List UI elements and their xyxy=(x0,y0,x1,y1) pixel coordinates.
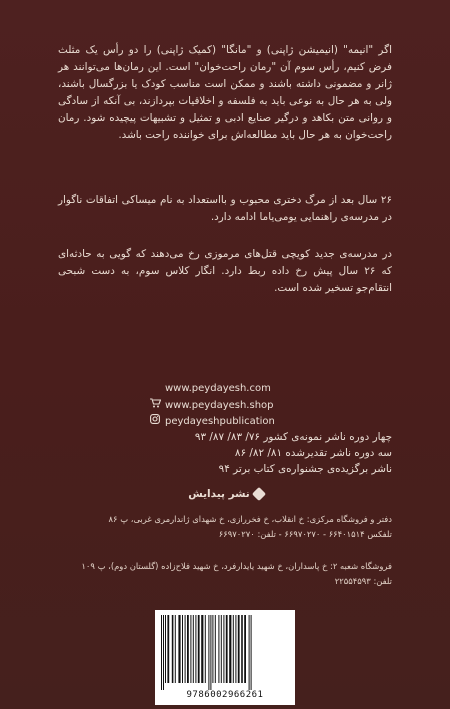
barcode-bar xyxy=(187,615,189,683)
barcode-bar xyxy=(208,615,209,690)
barcode-bar xyxy=(195,615,196,683)
instagram-icon xyxy=(148,414,162,429)
barcode-bar xyxy=(198,615,200,683)
isbn-number: 9786002966261 xyxy=(186,690,264,700)
barcode-graphic xyxy=(159,615,291,690)
barcode-bar xyxy=(235,615,236,683)
shop-text: www.peydayesh.shop xyxy=(165,400,274,411)
barcode-bar xyxy=(185,615,186,683)
barcode-bar xyxy=(190,615,191,683)
barcode-bar xyxy=(215,615,216,683)
barcode-bar xyxy=(241,615,243,683)
address-line: تلفکس ۶۶۴۰۱۵۱۴ - ۶۶۹۷۰۲۷۰ - تلفن: ۶۶۹۷۰۲۷۰ xyxy=(218,529,392,539)
shop-link[interactable] xyxy=(148,398,274,412)
barcode-bar xyxy=(210,615,211,690)
barcode-bar xyxy=(251,615,252,690)
publisher-logo xyxy=(186,486,266,502)
barcode-bar xyxy=(229,615,231,683)
barcode-bar xyxy=(221,615,222,683)
barcode-bar xyxy=(182,615,183,683)
award-line: سه دوره ناشر تقدیرشده ۸۱/ ۸۲/ ۸۶ xyxy=(234,447,392,459)
barcode-bar xyxy=(238,615,240,683)
instagram-text: peydayeshpublication xyxy=(165,416,275,427)
publisher-name: نشر پیدایش xyxy=(188,488,250,500)
barcode-bar xyxy=(249,615,250,690)
barcode-bar xyxy=(161,615,162,690)
barcode-bar xyxy=(218,615,219,683)
synopsis-paragraph-2: در مدرسه‌ی جدید کویچی قتل‌های مرموزی رخ می‌دهند که گویی به حادثه‌ای که ۲۶ سال پیش رخ داده ربط دارد. انگار کلاس سوم، به دست شبحی انتقام‌جو تسخیر شده است. xyxy=(58,248,392,294)
publisher-logo-icon xyxy=(252,487,266,501)
barcode-bar xyxy=(163,615,164,690)
website-text: www.peydayesh.com xyxy=(165,383,271,394)
instagram-link[interactable] xyxy=(148,414,275,428)
barcode-bar xyxy=(223,615,224,683)
intro-paragraph: اگر "انیمه" (انیمیشن ژاپنی) و "مانگا" (کمیک ژاپنی) را دو رأس یک مثلث فرض کنیم، رأس سوم آن "رمان راحت‌خوان" است. این رمان‌ها می‌توانند هر ژانر و مضمونی داشته باشند و ممکن است مناسب کودک یا بزرگسال باشند، ولی به هر حال به نوعی باید به فلسفه و اخلاقیات بپردازند، بی آنکه از سادگی و روانی متن بکاهد و درگیر صنایع ادبی و تمثیل و تشبیهات پیچیده شود. رمان راحت‌خوان به هر حال باید مطالعه‌اش برای خواننده راحت باشد. xyxy=(58,44,392,141)
address-line: دفتر و فروشگاه مرکزی: خ انقلاب، خ فخررازی، خ شهدای ژاندارمری غربی، پ ۸۶ xyxy=(108,514,392,524)
barcode-bar xyxy=(178,615,180,683)
address-line: فروشگاه شعبه ۲: خ پاسداران، خ شهید یایدارفرد، خ شهید فلاح‌زاده (گلستان دوم)، پ ۱۰۹ xyxy=(81,561,392,571)
barcode-bar xyxy=(233,615,234,683)
isbn-barcode xyxy=(155,610,295,705)
barcode-bar xyxy=(212,615,213,683)
award-line: چهار دوره ناشر نمونه‌ی کشور ۷۶/ ۸۳/ ۸۷/ ۹۳ xyxy=(194,431,392,443)
barcode-bar xyxy=(226,615,228,683)
synopsis-paragraph-1: ۲۶ سال بعد از مرگ دختری محبوب و بااستعداد به نام میساکی اتفاقات ناگوار در مدرسه‌ی راهنمایی یومی‌یاما ادامه دارد. xyxy=(58,194,392,223)
barcode-bar xyxy=(205,615,206,683)
cart-icon xyxy=(148,398,162,413)
barcode-bar xyxy=(165,615,166,683)
barcode-bar xyxy=(193,615,194,683)
barcode-bar xyxy=(175,615,176,683)
barcode-bar xyxy=(172,615,174,683)
barcode-bar xyxy=(167,615,169,683)
award-line: ناشر برگزیده‌ی جشنواره‌ی کتاب برتر ۹۴ xyxy=(218,463,392,475)
barcode-bar xyxy=(244,615,246,683)
barcode-bar xyxy=(201,615,203,683)
website-link[interactable] xyxy=(148,382,271,396)
address-line: تلفن: ۲۲۵۵۴۵۹۳ xyxy=(334,576,392,586)
